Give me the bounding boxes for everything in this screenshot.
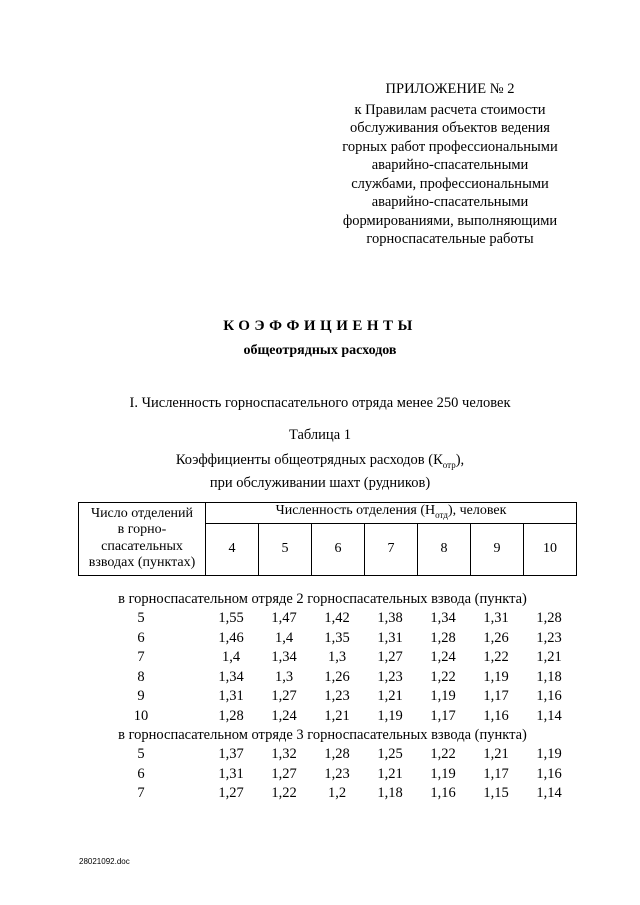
table-cell: 1,22 bbox=[483, 649, 509, 665]
table-row bbox=[0, 668, 640, 688]
table-cell: 1,23 bbox=[377, 668, 403, 685]
row-label: 5 bbox=[137, 610, 145, 626]
table-row bbox=[0, 707, 640, 727]
table-row bbox=[0, 784, 640, 804]
table-cell: 1,26 bbox=[324, 668, 350, 685]
table-cell: 1,25 bbox=[377, 746, 403, 762]
table-cell: 1,3 bbox=[327, 649, 347, 665]
row-label: 5 bbox=[137, 746, 145, 762]
table-cell: 1,17 bbox=[483, 765, 509, 782]
table-cell: 1,31 bbox=[218, 765, 244, 782]
table-cell: 1,24 bbox=[430, 649, 456, 665]
column-header: 4 bbox=[206, 523, 259, 575]
table-cell: 1,34 bbox=[271, 649, 297, 665]
table-cell: 1,21 bbox=[536, 649, 562, 665]
table-cell: 1,18 bbox=[377, 785, 403, 801]
table-cell: 1,22 bbox=[430, 668, 456, 685]
table-row bbox=[0, 745, 640, 765]
column-group-header: Численность отделения $(Н_{отд})$, человек bbox=[206, 503, 577, 524]
table-cell: 1,23 bbox=[536, 629, 562, 646]
appendix-line: формированиями, выполняющими bbox=[342, 212, 558, 229]
table-cell: 1,31 bbox=[218, 688, 244, 704]
column-header: 6 bbox=[312, 523, 365, 575]
row-header-line: в горно- bbox=[117, 522, 167, 538]
table-cell: 1,4 bbox=[221, 649, 241, 665]
table-cell: 1,21 bbox=[377, 765, 403, 782]
table-cell: 1,28 bbox=[536, 610, 562, 626]
row-label: 6 bbox=[137, 765, 145, 782]
table-cell: 1,16 bbox=[430, 785, 456, 801]
table-cell: 1,21 bbox=[377, 688, 403, 704]
table-caption-line1: Коэффициенты общеотрядных расходов $(К_{отр})$, bbox=[175, 452, 465, 470]
row-label: 10 bbox=[133, 707, 149, 724]
table-cell: 1,31 bbox=[377, 629, 403, 646]
table-cell: 1,32 bbox=[271, 746, 297, 762]
document-subheading: общеотрядных расходов bbox=[243, 343, 397, 358]
table-cell: 1,2 bbox=[327, 785, 347, 801]
table-header bbox=[78, 502, 577, 576]
table-cell: 1,18 bbox=[536, 668, 562, 685]
column-header: 5 bbox=[259, 523, 312, 575]
appendix-line: службами, профессиональными bbox=[351, 175, 549, 192]
table-cell: 1,21 bbox=[324, 707, 350, 724]
table-cell: 1,3 bbox=[274, 668, 294, 685]
column-header: 8 bbox=[418, 523, 471, 575]
appendix-line: горноспасательные работы bbox=[366, 231, 534, 247]
table-cell: 1,34 bbox=[430, 610, 456, 626]
row-header-line: Число отделений bbox=[90, 505, 194, 521]
table-cell: 1,15 bbox=[483, 785, 509, 801]
table-cell: 1,21 bbox=[483, 746, 509, 762]
appendix-line: аварийно-спасательными bbox=[371, 194, 529, 210]
row-header-cell bbox=[79, 503, 206, 576]
table-cell: 1,37 bbox=[218, 746, 244, 762]
table-cell: 1,19 bbox=[536, 746, 562, 762]
table-cell: 1,28 bbox=[430, 629, 456, 646]
row-label: 7 bbox=[137, 785, 145, 801]
row-header-line: спасательных bbox=[101, 538, 183, 554]
table-row bbox=[0, 765, 640, 785]
table-row bbox=[0, 687, 640, 707]
table-row bbox=[0, 609, 640, 629]
table-cell: 1,22 bbox=[430, 746, 456, 762]
table-cell: 1,42 bbox=[324, 610, 350, 626]
appendix-line: аварийно-спасательными bbox=[371, 157, 529, 173]
table-cell: 1,27 bbox=[218, 785, 244, 801]
table-cell: 1,16 bbox=[536, 688, 562, 704]
column-header: 10 bbox=[524, 523, 577, 575]
table-cell: 1,38 bbox=[377, 610, 403, 626]
table-cell: 1,16 bbox=[483, 707, 509, 724]
row-label: 8 bbox=[137, 668, 145, 685]
table-cell: 1,23 bbox=[324, 688, 350, 704]
table-body bbox=[0, 590, 640, 804]
column-header: 9 bbox=[471, 523, 524, 575]
table-caption-line2: при обслуживании шахт (рудников) bbox=[209, 475, 431, 492]
table-cell: 1,35 bbox=[324, 629, 350, 646]
table-cell: 1,31 bbox=[483, 610, 509, 626]
table-cell: 1,28 bbox=[324, 746, 350, 762]
row-label: 9 bbox=[137, 688, 145, 704]
table-cell: 1,14 bbox=[536, 707, 562, 724]
section-title: I. Численность горноспасательного отряда менее 250 человек bbox=[129, 395, 511, 411]
table-cell: 1,16 bbox=[536, 765, 562, 782]
table-label: Таблица 1 bbox=[288, 427, 351, 443]
table-caption bbox=[0, 451, 640, 493]
table-row bbox=[0, 629, 640, 649]
table-group-title: в горноспасательном отряде 2 горноспасательных взвода (пункта) bbox=[118, 591, 527, 607]
table-cell: 1,46 bbox=[218, 629, 244, 646]
table-cell: 1,22 bbox=[271, 785, 297, 801]
table-cell: 1,14 bbox=[536, 785, 562, 801]
table-cell: 1,19 bbox=[430, 765, 456, 782]
table-cell: 1,24 bbox=[271, 707, 297, 724]
row-label: 7 bbox=[137, 649, 145, 665]
table-cell: 1,19 bbox=[483, 668, 509, 685]
table-cell: 1,19 bbox=[430, 688, 456, 704]
table-cell: 1,27 bbox=[271, 688, 297, 704]
appendix-line: к Правилам расчета стоимости bbox=[354, 101, 546, 118]
row-label: 6 bbox=[137, 629, 145, 646]
table-row bbox=[0, 648, 640, 668]
table-cell: 1,17 bbox=[430, 707, 456, 724]
document-heading: КОЭФФИЦИЕНТЫ bbox=[223, 318, 417, 334]
table-cell: 1,27 bbox=[271, 765, 297, 782]
table-cell: 1,26 bbox=[483, 629, 509, 646]
table-cell: 1,27 bbox=[377, 649, 403, 665]
appendix-block bbox=[330, 80, 570, 249]
table-cell: 1,55 bbox=[218, 610, 244, 626]
appendix-title: ПРИЛОЖЕНИЕ № 2 bbox=[385, 81, 515, 97]
row-header-line: взводах (пунктах) bbox=[88, 555, 196, 571]
table-cell: 1,4 bbox=[274, 629, 294, 646]
table-cell: 1,47 bbox=[271, 610, 297, 626]
appendix-line: обслуживания объектов ведения bbox=[350, 120, 550, 136]
column-header: 7 bbox=[365, 523, 418, 575]
appendix-line: горных работ профессиональными bbox=[342, 138, 558, 155]
table-cell: 1,23 bbox=[324, 765, 350, 782]
table-group-title: в горноспасательном отряде 3 горноспасательных взвода (пункта) bbox=[118, 727, 527, 743]
file-name-footer: 28021092.doc bbox=[79, 857, 130, 866]
table-cell: 1,19 bbox=[377, 707, 403, 724]
table-cell: 1,34 bbox=[218, 668, 244, 685]
table-cell: 1,28 bbox=[218, 707, 244, 724]
table-cell: 1,17 bbox=[483, 688, 509, 704]
